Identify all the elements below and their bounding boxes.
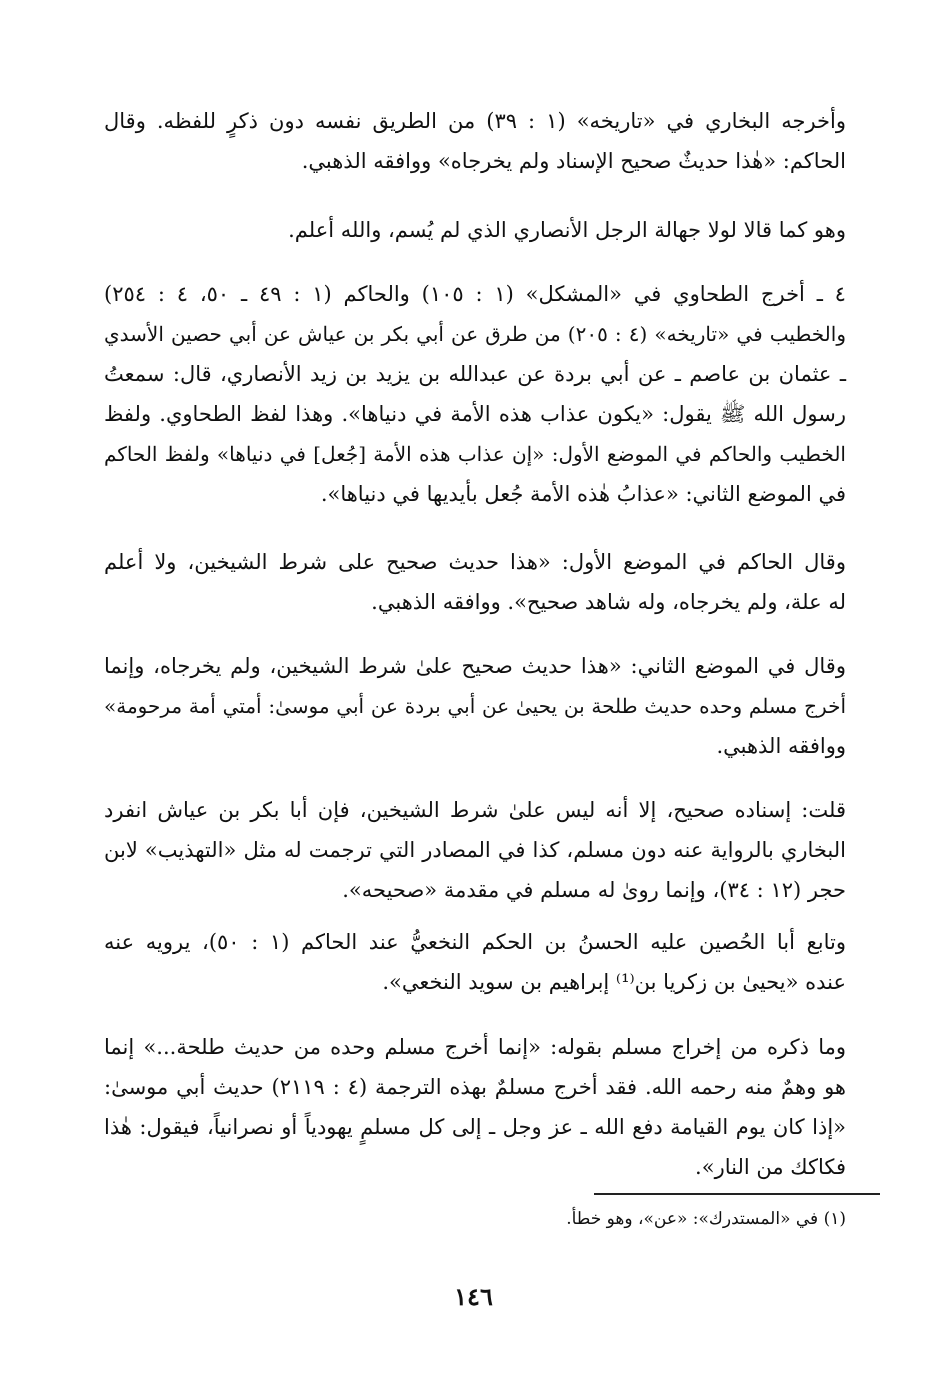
paragraph-author-note	[104, 790, 846, 910]
footnote: (١) في «المستدرك»: «عن»، وهو خطأ.	[566, 1209, 846, 1229]
paragraph-line: ـ عثمان بن عاصم ـ عن أبي بردة عن عبدالله بن يزيد بن زيد الأنصاري، قال: سمعتُ	[104, 362, 846, 386]
paragraph-line: الحاكم: «هٰذا حديثٌ صحيح الإسناد ولم يخرجاه» ووافقه الذهبي.	[301, 149, 846, 173]
paragraph-line: وقال في الموضع الثاني: «هذا حديث صحيح علىٰ شرط الشيخين، ولم يخرجاه، وإنما	[104, 654, 846, 678]
paragraph-line: وما ذكره من إخراج مسلم بقوله: «إنما أخرج مسلم وحده من حديث طلحة...» إنما	[104, 1035, 846, 1059]
paragraph-line: وهو كما قالا لولا جهالة الرجل الأنصاري الذي لم يُسم، والله أعلم.	[288, 218, 846, 242]
paragraph-line: حجر (١٢ : ٣٤)، وإنما روىٰ له مسلم في مقدمة «صحيحه».	[342, 878, 846, 902]
paragraph-line: قلت: إسناده صحيح، إلا أنه ليس علىٰ شرط الشيخين، فإن أبا بكر بن عياش انفرد	[104, 798, 846, 822]
paragraph-line: ٤ ـ أخرج الطحاوي في «المشكل» (١ : ١٠٥) والحاكم (١ : ٤٩ ـ ٥٠، ٤ : ٢٥٤)	[104, 282, 846, 306]
paragraph-hakim-first	[104, 542, 846, 622]
paragraph-line: هو وهمٌ منه رحمه الله. فقد أخرج مسلمٌ بهذه الترجمة (٤ : ٢١١٩) حديث أبي موسىٰ:	[104, 1075, 846, 1099]
footnote-divider	[594, 1193, 880, 1195]
paragraph-line: وتابع أبا الحُصين عليه الحسنُ بن الحكم النخعيُّ عند الحاكم (١ : ٥٠)، يرويه عنه	[104, 930, 847, 954]
paragraph-line: في الموضع الثاني: «عذابُ هٰذه الأمة جُعل بأيديها في دنياها».	[320, 482, 846, 506]
paragraph-line: وأخرجه البخاري في «تاريخه» (١ : ٣٩) من الطريق نفسه دون ذكرٍ للفظه. وقال	[104, 109, 846, 133]
paragraph-line: أخرج مسلم وحده حديث طلحة بن يحيىٰ عن أبي بردة عن أبي موسىٰ: أمتي أمة مرحومة»	[104, 694, 846, 718]
paragraph-line: «إذا كان يوم القيامة دفع الله ـ عز وجل ـ إلى كل مسلمٍ يهودياً أو نصرانياً، فيقول: هٰذا	[104, 1115, 846, 1139]
paragraph-line: رسول الله ﷺ يقول: «يكون عذاب هذه الأمة في دنياها». وهذا لفظ الطحاوي. ولفظ	[104, 402, 846, 426]
paragraph-line: والخطيب في «تاريخه» (٤ : ٢٠٥) من طرق عن أبي بكر بن عياش عن أبي حصين الأسدي	[104, 322, 846, 346]
paragraph-bukhari-history	[104, 101, 846, 181]
paragraph-hadith-4	[104, 274, 846, 514]
paragraph-line: له علة، ولم يخرجاه، وله شاهد صحيح». ووافقه الذهبي.	[371, 590, 846, 614]
paragraph-line: ووافقه الذهبي.	[716, 734, 846, 758]
paragraph-line: عنده «يحيىٰ بن زكريا بن⁽¹⁾ إبراهيم بن سويد النخعي».	[382, 970, 846, 994]
paragraph-line: فكاكك من النار».	[695, 1155, 846, 1179]
paragraph-hakim-second	[104, 646, 846, 766]
paragraph-as-they-said	[104, 210, 846, 250]
paragraph-line: وقال الحاكم في الموضع الأول: «هذا حديث صحيح على شرط الشيخين، ولا أعلم	[104, 550, 846, 574]
paragraph-corroboration	[104, 922, 846, 1002]
paragraph-line: البخاري بالرواية عنه دون مسلم، كذا في المصادر التي ترجمت له مثل «التهذيب» لابن	[104, 838, 846, 862]
page-number: ١٤٦	[454, 1282, 493, 1311]
paragraph-muslim-correction	[104, 1027, 846, 1187]
paragraph-line: الخطيب والحاكم في الموضع الأول: «إن عذاب هذه الأمة [جُعل] في دنياها» ولفظ الحاكم	[104, 442, 846, 466]
